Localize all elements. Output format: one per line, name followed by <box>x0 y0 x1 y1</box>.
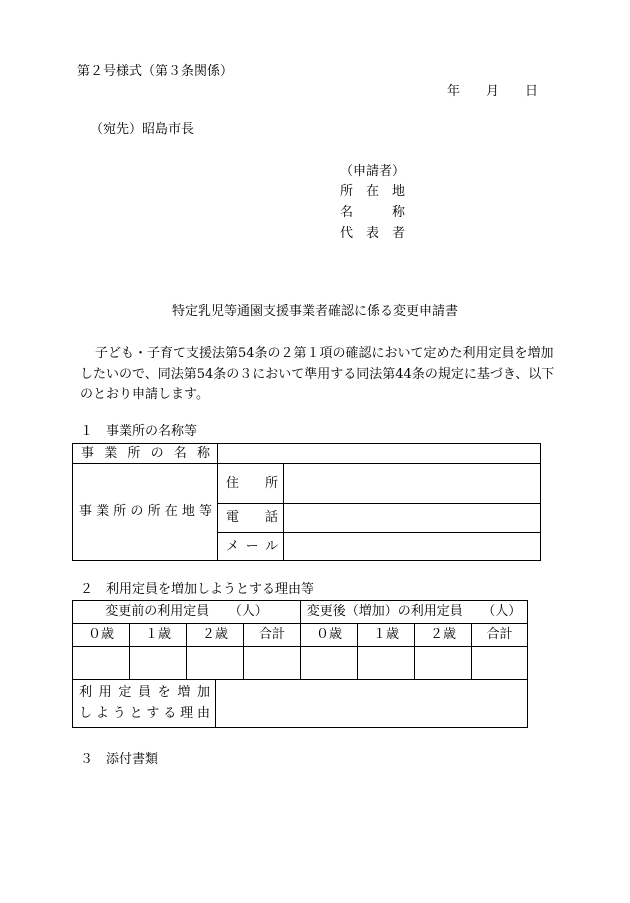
before-age2-value <box>187 647 244 680</box>
address-label: 住所 <box>218 464 284 504</box>
after-total-value <box>472 647 528 680</box>
section1-heading: １ 事業所の名称等 <box>80 424 198 439</box>
reason-table <box>72 679 528 728</box>
applicant-address-label: 所 在 地 <box>340 184 406 199</box>
reason-label <box>73 679 216 727</box>
email-label: メール <box>218 533 284 561</box>
document-title: 特定乳児等通園支援事業者確認に係る変更申請書 <box>171 304 458 319</box>
before-age2-header: ２歳 <box>187 624 244 647</box>
reason-value <box>216 679 528 727</box>
reason-label-line: しようとする理由 <box>79 705 210 721</box>
body-line: のとおり申請します。 <box>80 387 209 402</box>
addressee: （宛先）昭島市長 <box>90 122 195 137</box>
facility-name-value <box>218 444 541 464</box>
before-total-value <box>244 647 301 680</box>
before-age1-value <box>130 647 187 680</box>
applicant-representative-label: 代 表 者 <box>340 226 406 241</box>
phone-value <box>284 504 541 533</box>
section2-heading: ２ 利用定員を増加しようとする理由等 <box>80 582 315 597</box>
facility-location-label: 事業所の所在地等 <box>73 464 218 561</box>
facility-info-table <box>72 443 541 561</box>
after-age1-header: １歳 <box>358 624 415 647</box>
after-age2-header: ２歳 <box>415 624 472 647</box>
body-line: したいので、同法第54条の３において準用する同法第44条の規定に基づき、以下 <box>80 366 555 382</box>
body-line: 子ども・子育て支援法第54条の２第１項の確認において定めた利用定員を増加 <box>95 346 554 361</box>
body-paragraph <box>80 344 556 406</box>
date-line: 年 月 日 <box>447 84 539 99</box>
applicant-name-label: 名 称 <box>340 205 406 220</box>
before-age1-header: １歳 <box>130 624 187 647</box>
before-capacity-header: 変更前の利用定員 （人） <box>73 601 301 624</box>
section3-heading: ３ 添付書類 <box>80 752 159 767</box>
after-total-header: 合計 <box>472 624 528 647</box>
phone-label: 電話 <box>218 504 284 533</box>
before-age0-value <box>73 647 130 680</box>
form-number: 第２号様式（第３条関係） <box>77 64 234 79</box>
after-age2-value <box>415 647 472 680</box>
after-age0-header: ０歳 <box>301 624 358 647</box>
after-age0-value <box>301 647 358 680</box>
address-value <box>284 464 541 504</box>
before-age0-header: ０歳 <box>73 624 130 647</box>
after-capacity-header: 変更後（増加）の利用定員 （人） <box>301 601 528 624</box>
reason-label-line: 利用定員を増加 <box>79 684 210 700</box>
before-total-header: 合計 <box>244 624 301 647</box>
email-value <box>284 533 541 561</box>
capacity-table <box>72 600 528 680</box>
facility-name-label: 事業所の名称 <box>73 444 218 464</box>
after-age1-value <box>358 647 415 680</box>
applicant-heading: （申請者） <box>340 164 406 179</box>
